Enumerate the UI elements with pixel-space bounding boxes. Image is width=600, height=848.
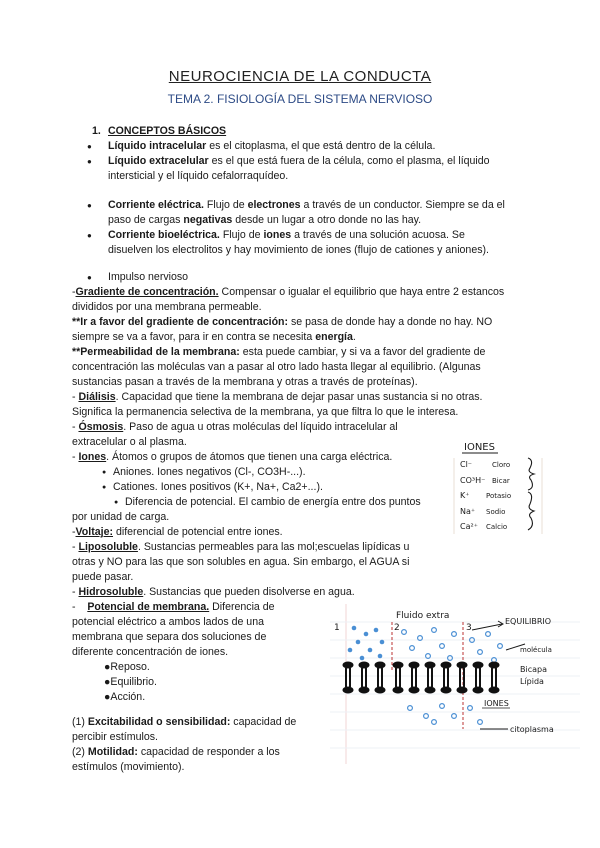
membrane-sketch: [330, 604, 580, 764]
potencial-item-equilibrio: ●Equilibrio.: [104, 676, 157, 688]
potencial-line-3: membrana que separa dos soluciones de: [72, 631, 267, 643]
iones-label: IONES: [484, 699, 509, 708]
permeabilidad-line-2: concentración las moléculas van a pasar al otro lado hasta llegar al equilibrio. (Algunas: [72, 361, 481, 373]
cationes-item: ● Cationes. Iones positivos (K+, Na+, Ca2+...).: [113, 480, 323, 495]
potencial-line-4: diferente concentración de iones.: [72, 646, 229, 658]
equilibrio-label: EQUILIBRIO: [505, 617, 552, 626]
ion-symbol-co3h: CO³H⁻: [460, 476, 486, 485]
bullet-impulso: ● Impulso nervioso: [108, 270, 188, 285]
ion-symbol-na: Na⁺: [460, 507, 476, 516]
ion-symbol-ca: Ca²⁺: [460, 522, 478, 531]
lipida-label: Lípida: [520, 677, 544, 686]
bicapa-label: Bicapa: [520, 665, 547, 674]
bullet-intracelular: ● Líquido intracelular es el citoplasma, el que está dentro de la célula.: [108, 139, 435, 154]
bullet-corriente-bioelectrica-cont: disuelven los electrolitos y hay movimiento de iones (flujo de cationes y aniones).: [108, 244, 489, 256]
citoplasma-label: citoplasma: [510, 725, 554, 734]
excitabilidad-line-1: (1) Excitabilidad o sensibilidad: capacidad de: [72, 716, 297, 728]
sketch-number-3: 3: [466, 623, 472, 633]
page-subtitle: TEMA 2. FISIOLOGÍA DEL SISTEMA NERVIOSO: [167, 92, 433, 106]
potencial-item-accion: ●Acción.: [104, 691, 146, 703]
diferencia-cont: por unidad de carga.: [72, 511, 170, 523]
potencial-item-reposo: ●Reposo.: [104, 661, 150, 673]
bullet-corriente-electrica-cont: paso de cargas negativas desde un lugar a otro donde no las hay.: [108, 214, 422, 226]
excitabilidad-line-2: percibir estímulos.: [72, 731, 158, 743]
gradiente-line-1: -Gradiente de concentración. Compensar o igualar el equilibrio que haya entre 2 estancos: [72, 286, 505, 298]
dialisis-line-2: Significa la permanencia selectiva de la membrana, ya que filtra lo que le interesa.: [72, 406, 459, 418]
iones-line: - Iones. Átomos o grupos de átomos que tienen una carga eléctrica.: [72, 451, 393, 463]
liposoluble-line-1: - Liposoluble. Sustancias permeables para las mol;escuelas lipídicas u: [72, 541, 410, 553]
fluido-extra-label: Fluido extra: [396, 611, 450, 621]
ion-name-k: Potasio: [486, 492, 512, 500]
favor-line-2: siempre se va a favor, para ir en contra se necesita energía.: [72, 331, 356, 343]
ions-sketch: [446, 436, 558, 536]
ion-name-ca: Calcio: [486, 523, 508, 531]
ions-sketch-title: IONES: [464, 442, 495, 453]
hidrosoluble-line: - Hidrosoluble. Sustancias que pueden disolverse en agua.: [72, 586, 355, 598]
sketch-number-1: 1: [334, 623, 340, 633]
ion-name-na: Sodio: [486, 508, 506, 516]
motilidad-line-1: (2) Motilidad: capacidad de responder a los: [72, 746, 280, 758]
favor-line-1: **Ir a favor del gradiente de concentración: se pasa de donde hay a donde no hay. NO: [72, 316, 493, 328]
liposoluble-line-3: puede pasar.: [72, 571, 134, 583]
bullet-corriente-bioelectrica: ● Corriente bioeléctrica. Flujo de iones a través de una solución acuosa. Se: [108, 228, 465, 243]
bullet-extracelular-cont: intersticial y el líquido cefalorraquídeo.: [108, 170, 289, 182]
ion-symbol-cl: Cl⁻: [460, 460, 473, 469]
bullet-extracelular: ● Líquido extracelular es el que está fuera de la célula, como el plasma, el líquido: [108, 154, 490, 169]
aniones-item: ● Aniones. Iones negativos (Cl-, CO3H-...).: [113, 465, 306, 480]
page-title: NEUROCIENCIA DE LA CONDUCTA: [168, 68, 432, 85]
osmosis-line-2: extracelular o al plasma.: [72, 436, 187, 448]
gradiente-line-2: divididos por una membrana permeable.: [72, 301, 262, 313]
liposoluble-line-2: otras y NO para las que son solubles en agua. Sin embargo, el AGUA si: [72, 556, 410, 568]
motilidad-line-2: estímulos (movimiento).: [72, 761, 185, 773]
bullet-corriente-electrica: ● Corriente eléctrica. Flujo de electrones a través de un conductor. Siempre se da el: [108, 198, 505, 213]
molecula-label: molécula: [520, 646, 552, 654]
osmosis-line-1: - Ósmosis. Paso de agua u otras moléculas del líquido intracelular al: [72, 421, 398, 433]
ion-symbol-k: K⁺: [460, 491, 470, 500]
dialisis-line-1: - Diálisis. Capacidad que tiene la membrana de dejar pasar unas sustancia si no otras.: [72, 391, 483, 403]
voltaje-line: -Voltaje: diferencial de potencial entre iones.: [72, 526, 283, 538]
permeabilidad-line-1: **Permeabilidad de la membrana: esta puede cambiar, y si va a favor del gradiente de: [72, 346, 486, 358]
section-number: 1.: [92, 125, 101, 137]
potencial-line-2: potencial eléctrico a ambos lados de una: [72, 616, 264, 628]
diferencia-item: ● Diferencia de potencial. El cambio de energía entre dos puntos: [125, 495, 421, 510]
potencial-line-1: - Potencial de membrana. Diferencia de: [72, 601, 275, 613]
ion-name-cl: Cloro: [492, 461, 511, 469]
permeabilidad-line-3: sustancias pasan a través de la membrana y otras a través de proteínas).: [72, 376, 418, 388]
sketch-number-2: 2: [394, 623, 400, 633]
ion-name-co3h: Bicar: [492, 477, 510, 485]
section-heading: CONCEPTOS BÁSICOS: [108, 125, 227, 137]
